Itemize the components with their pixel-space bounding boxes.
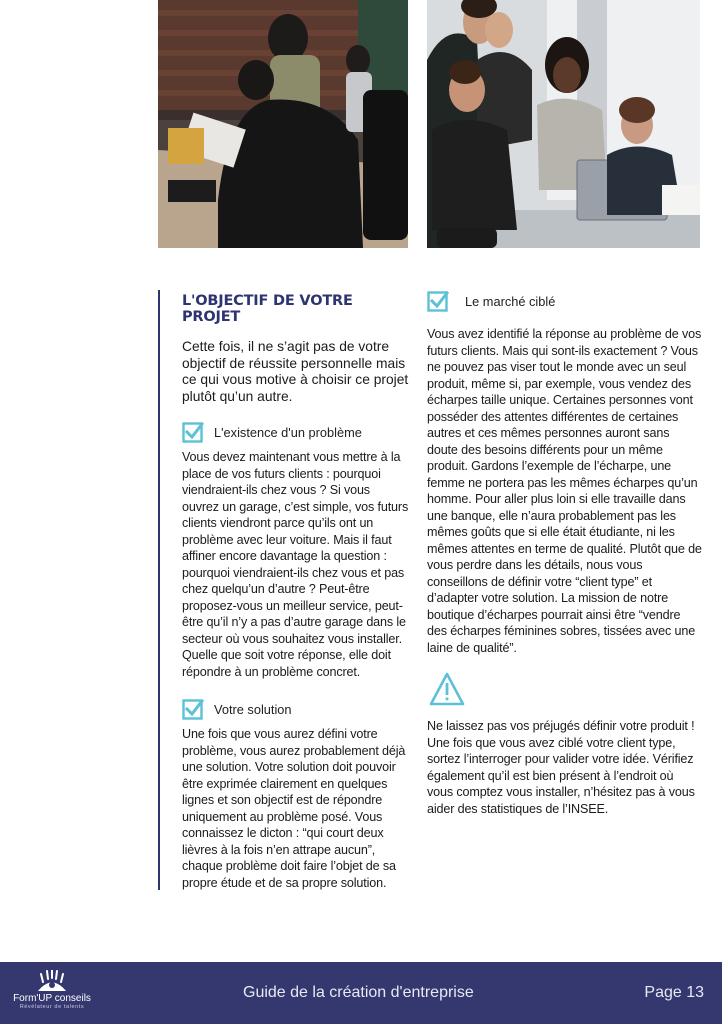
office-photo-left: [158, 0, 408, 248]
document-title: Guide de la création d'entreprise: [243, 984, 474, 1001]
page-number: Page 13: [644, 984, 704, 1001]
target-market-paragraph: Vous avez identifié la réponse au problème de vos futurs clients. Mais qui sont-ils exactement ? Vous ne pouvez pas viser tout le monde avec un seul produit, même si, par exemple, vous vendez des écharpes taille unique. Certaines personnes vont posséder des attentes différentes de certaines autres et ces mêmes personnes auront sans doute des besoins différents pour un même produit. Gardons l’exemple de l’écharpe, une femme ne portera pas les mêmes écharpes qu’un homme. Pour aller plus loin si elle travaille dans une banque, elle n’aura probablement pas les mêmes goûts que si elle était étudiante, ni les mêmes attentes en terme de qualité. Plutôt que de vous perdre dans les détails, nous vous conseillons de définir votre “client type” et d’adapter votre solution. La mission de notre boutique d’écharpes pourrait ainsi être “vendre des écharpes féminines sobres, tissées avec une laine de qualité”.: [427, 327, 702, 655]
problem-paragraph: Vous devez maintenant vous mettre à la place de vos futurs clients : pourquoi viendraient-ils chez vous ? Si vous ouvrez un garage, c’est simple, vos futurs clients viendront parce qu’ils ont un problème avec leur voiture. Mais il faut affiner encore davantage la question : pourquoi viendraient-ils chez vous et pas chez quelqu’un d’autre ? Peut-être proposez-vous un meilleur service, peut-être qu’il n’y a pas d’autre garage dans le secteur où vous souhaitez vous installer. Quelle que soit votre réponse, elle doit répondre à un problème concret.: [182, 450, 409, 679]
problem-heading-label: L'existence d'un problème: [214, 424, 362, 440]
team-photo-right: [427, 0, 700, 248]
checkbox-checked-icon: [182, 698, 204, 720]
people-working-at-desk-photo: [158, 0, 408, 248]
team-around-laptop-photo: [427, 0, 700, 248]
logo-hands-icon: [35, 970, 69, 992]
logo-name: Form'UP conseils: [13, 993, 91, 1004]
warning-triangle-icon: [429, 672, 465, 706]
checkbox-checked-icon: [427, 290, 449, 312]
warning-paragraph: Ne laissez pas vos préjugés définir votre produit ! Une fois que vous avez ciblé votre client type, sortez l’interroger pour valider votre idée. Vérifiez également qu’il est bien présent à l’endroit où vous comptez vous installer, n’hésitez pas à vous aider des statistiques de l’INSEE.: [427, 719, 695, 816]
logo-tagline: Révélateur de talents: [19, 1004, 85, 1010]
intro-paragraph: Cette fois, il ne s’agit pas de votre objectif de réussite personnelle mais ce qui vous motive à choisir ce projet plutôt qu’un autre.: [182, 339, 409, 404]
right-column: [427, 290, 702, 817]
target-market-heading: [427, 290, 702, 312]
solution-heading-label: Votre solution: [214, 701, 292, 717]
checkbox-checked-icon: [182, 421, 204, 443]
problem-heading: [182, 421, 410, 443]
solution-heading: [182, 698, 410, 720]
solution-paragraph: Une fois que vous aurez défini votre problème, vous aurez probablement déjà une solution. Votre solution doit pouvoir être exprimée clairement en quelques lignes et son objectif est de répondre uniquement au problème posé. Vous connaissez le dicton : “qui court deux lièvres à la fois n’en attrape aucun”, chaque problème doit faire l’objet de sa propre étude et de sa propre solution.: [182, 727, 406, 890]
section-title: L'OBJECTIF DE VOTRE PROJET: [182, 293, 353, 325]
company-logo: [12, 970, 92, 1020]
target-market-heading-label: Le marché ciblé: [465, 293, 556, 309]
page-footer: [0, 962, 722, 1024]
left-column: [158, 290, 410, 890]
